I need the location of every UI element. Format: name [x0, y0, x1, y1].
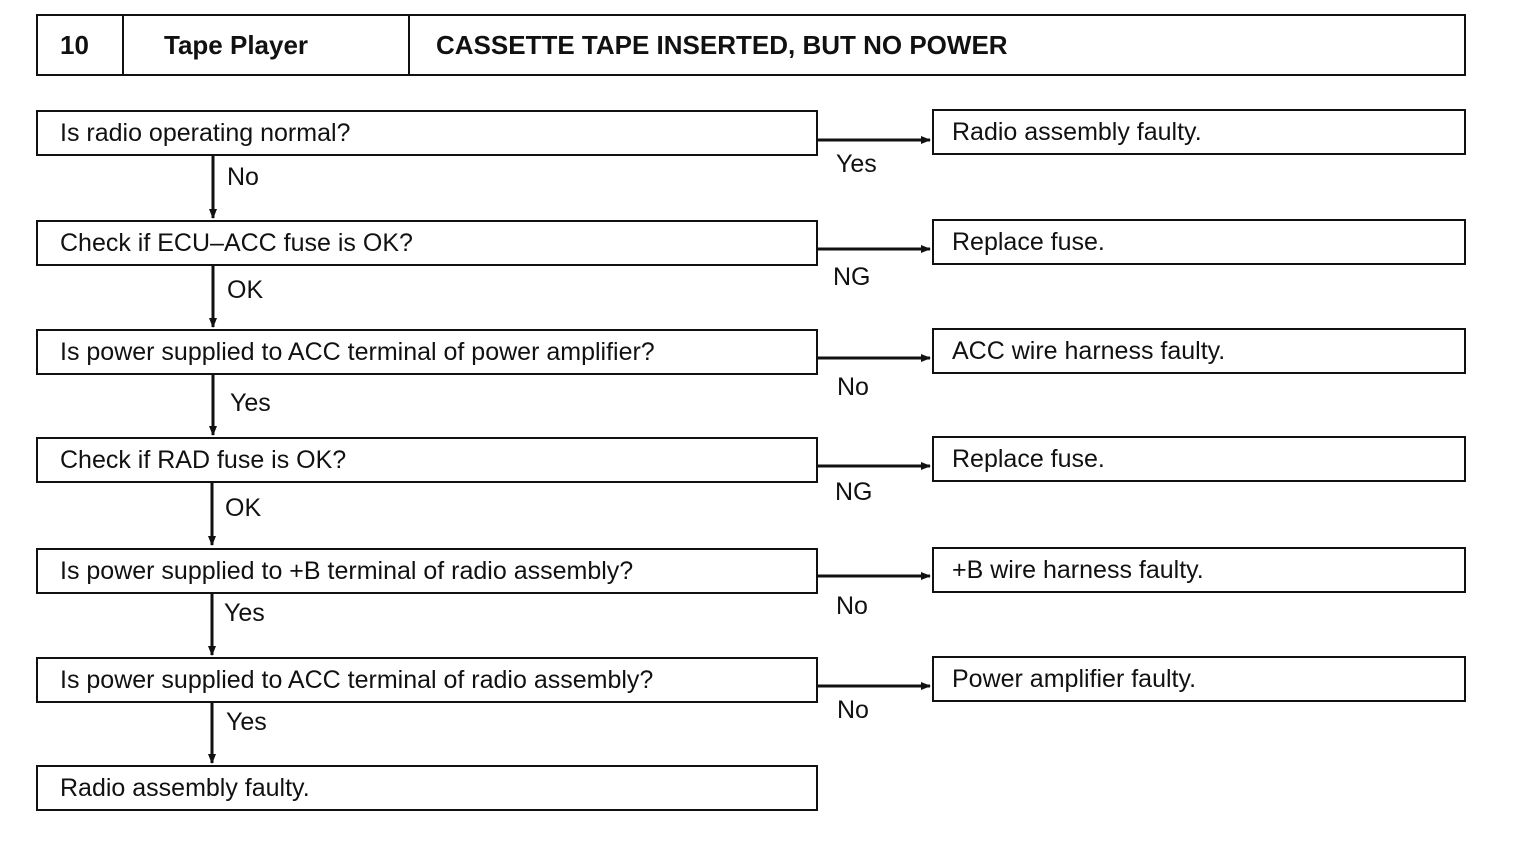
section-number: 10	[38, 16, 124, 74]
result-box: ACC wire harness faulty.	[932, 328, 1466, 374]
result-box: Replace fuse.	[932, 219, 1466, 265]
branch-label: Yes	[230, 389, 271, 417]
final-result-box: Radio assembly faulty.	[36, 765, 818, 811]
decision-box: Check if ECU–ACC fuse is OK?	[36, 220, 818, 266]
branch-label: No	[227, 163, 259, 191]
decision-box: Is power supplied to ACC terminal of power amplifier?	[36, 329, 818, 375]
decision-box: Check if RAD fuse is OK?	[36, 437, 818, 483]
branch-label: No	[837, 373, 869, 401]
branch-label: OK	[225, 494, 262, 522]
branch-label: Yes	[836, 150, 877, 178]
result-box: Radio assembly faulty.	[932, 109, 1466, 155]
result-box: Power amplifier faulty.	[932, 656, 1466, 702]
branch-label: Yes	[226, 708, 267, 736]
problem-title: CASSETTE TAPE INSERTED, BUT NO POWER	[436, 29, 1008, 60]
section-name: Tape Player	[124, 16, 410, 74]
result-box: +B wire harness faulty.	[932, 547, 1466, 593]
decision-box: Is power supplied to ACC terminal of radio assembly?	[36, 657, 818, 703]
decision-box: Is radio operating normal?	[36, 110, 818, 156]
branch-label: NG	[833, 263, 871, 291]
branch-label: No	[836, 592, 868, 620]
result-box: Replace fuse.	[932, 436, 1466, 482]
branch-label: NG	[835, 478, 873, 506]
branch-label: Yes	[224, 599, 265, 627]
branch-label: No	[837, 696, 869, 724]
decision-box: Is power supplied to +B terminal of radio assembly?	[36, 548, 818, 594]
branch-label: OK	[227, 276, 264, 304]
